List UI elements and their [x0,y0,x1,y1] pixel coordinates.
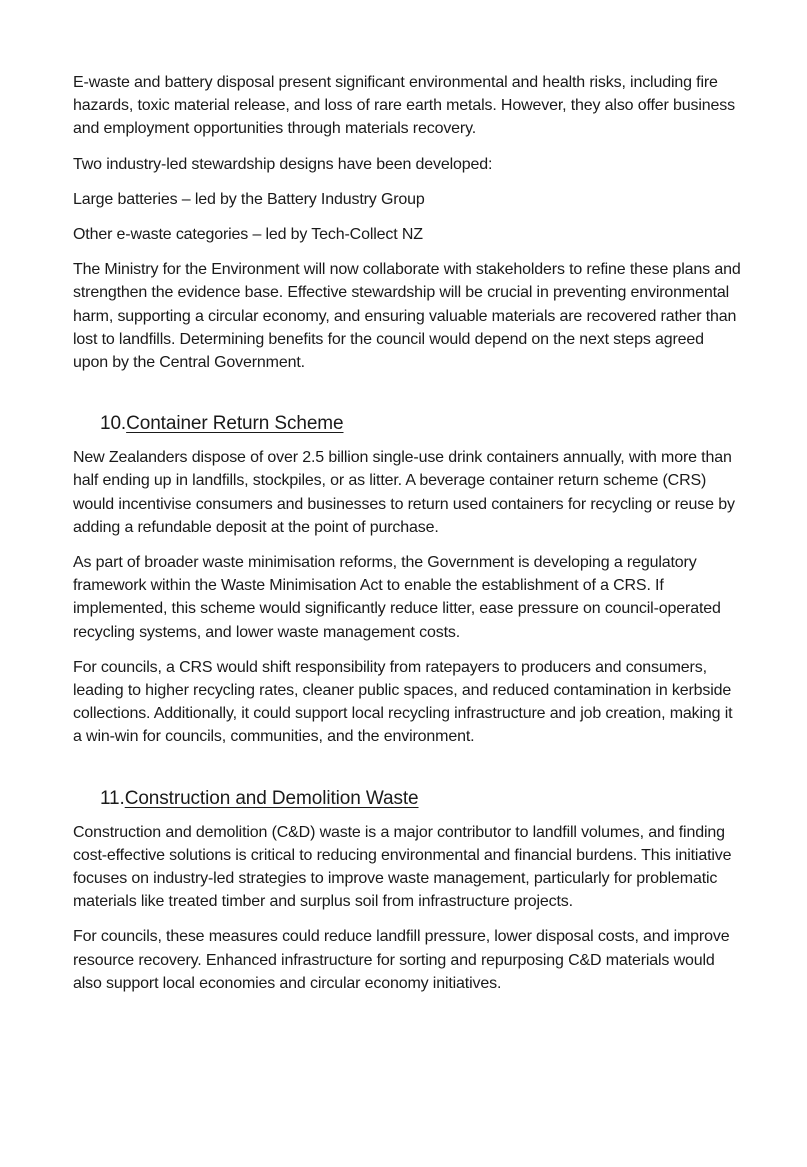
intro-item-large-batteries: Large batteries – led by the Battery Industry Group [73,190,425,208]
section-10-paragraph-1: New Zealanders dispose of over 2.5 billion single-use drink containers annually, with more than half ending up in landfills, stockpiles, or as litter. A beverage container return scheme (CRS) would incentivise consumers and businesses to return used containers for recycling or reuse by adding a refundable deposit at the point of purchase. [73,449,735,536]
section-11-paragraph-1: Construction and demolition (C&D) waste is a major contributor to landfill volumes, and finding cost-effective solutions is critical to reducing environmental and financial burdens. This initiative focuses on industry-led strategies to improve waste management, particularly for problematic materials like treated timber and surplus soil from infrastructure projects. [73,823,732,911]
section-10-title: Container Return Scheme [126,413,344,435]
intro-paragraph-designs: Two industry-led stewardship designs have been developed: [73,155,493,173]
section-10-paragraph-3: For councils, a CRS would shift responsibility from ratepayers to producers and consumers, leading to higher recycling rates, cleaner public spaces, and reduced contamination in kerbside collections. Additionally, it could support local recycling infrastructure and job creation, making it a win-win for councils, communities, and the environment. [73,658,733,746]
document-body [73,71,741,1007]
section-11-heading [100,787,741,811]
section-11-number: 11. [100,787,125,809]
section-11-title: Construction and Demolition Waste [124,787,419,809]
intro-paragraph-risks: E-waste and battery disposal present significant environmental and health risks, including fire hazards, toxic material release, and loss of rare earth metals. However, they also offer business and employment opportunities through materials recovery. [73,74,735,138]
section-11-paragraph-2: For councils, these measures could reduce landfill pressure, lower disposal costs, and improve resource recovery. Enhanced infrastructure for sorting and repurposing C&D materials would also support local economies and circular economy initiatives. [73,928,730,992]
section-10-paragraph-2: As part of broader waste minimisation reforms, the Government is developing a regulatory framework within the Waste Minimisation Act to enable the establishment of a CRS. If implemented, this scheme would significantly reduce litter, ease pressure on council-operated recycling systems, and lower waste management costs. [73,554,721,641]
section-10-number: 10. [100,413,127,435]
section-10-heading [100,412,741,436]
intro-item-other-ewaste: Other e-waste categories – led by Tech-Collect NZ [73,226,423,244]
intro-paragraph-ministry: The Ministry for the Environment will now collaborate with stakeholders to refine these plans and strengthen the evidence base. Effective stewardship will be crucial in preventing environmental harm, supporting a circular economy, and ensuring valuable materials are recovered rather than lost to landfills. Determining benefits for the council would depend on the next steps agreed upon by the Central Government. [73,261,741,372]
